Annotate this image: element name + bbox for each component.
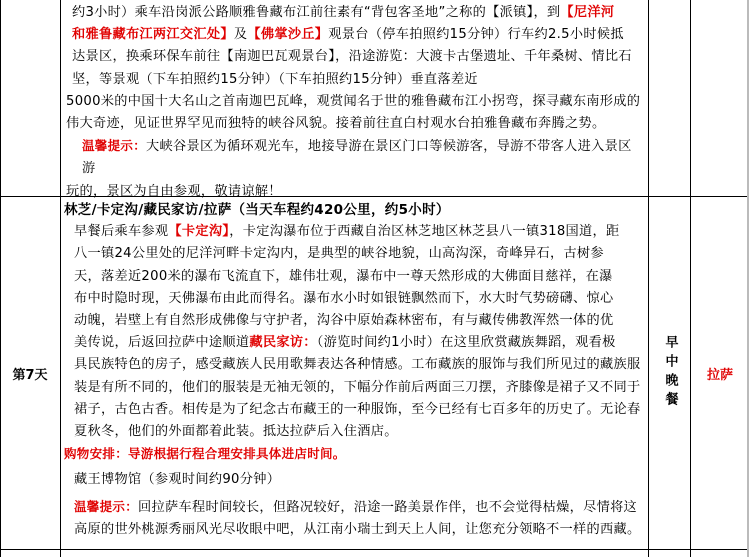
- day7-description: 林芝/卡定沟/藏民家访/拉萨（当天车程约420公里，约5小时） 早餐后乘车参观【卡定沟】，卡定沟瀑布位于西藏自治区林芝地区林芝县八一镇318国道，距 八一镇24公里处的尼洋河畔卡定沟内，是典型的峡谷地貌，山高沟深，奇峰异石，古树参 天，落差近200米的瀑布飞流直下，雄伟壮观，瀑布中一尊天然形成的大佛面目慈祥，在瀑 布中时隐时现，天佛瀑布由此而得名。瀑布水小时如银链飘然而下，水大时气势磅礴、惊心 动魄，岩壁上有自然形成佛像与守护者，沟谷中原始森林密布，有与藏传佛教浑然一体的优 美传说，后返回拉萨中途顺道藏民家访：（游览时间约1小时）在这里欣赏藏族舞蹈，观看极 具民族特色的房子，感受藏族人民用歌舞表达各种情感。工布藏族的服饰与我们所见过的藏族服 装是有所不同的，他们的服装是无袖无领的，下幅分作前后两面三刀摆，齐膝像是裙子又不同于 裙子，古色古香。相传是为了纪念古布藏王的一种服饰，至今已经有七百多年的历史了。无论春 夏秋冬，他们的外面都着此装。抵达拉萨后入住酒店。 购物安排：导游根据行程合理安排具体进店时间。 藏王博物馆（参观时间约90分钟） 温馨提示：回拉萨车程时间较长，但路况较好，沿途一路美景作伴，也不会觉得枯燥，尽情将这 高原的世外桃源秀丽风光尽收眼中吧，从江南小瑞士到天上人间，让您充分领略不一样的西藏。: [64, 199, 646, 541]
- museum-line: 藏王博物馆（参观时间约90分钟）: [74, 472, 281, 488]
- meals-cell: 早中晚餐: [662, 335, 678, 411]
- tip-label: 温馨提示：: [82, 138, 147, 154]
- hotel-cell: 拉萨: [706, 367, 733, 383]
- tip-label: 温馨提示：: [74, 498, 139, 514]
- column-divider: [60, 0, 61, 557]
- row-divider: [0, 549, 749, 550]
- day-label: 第7天: [12, 367, 48, 383]
- day6-description: 约3小时）乘车沿岗派公路顺雅鲁藏布江前往素有“背包客圣地”之称的【派镇】，到【尼洋河 和雅鲁藏布江两江交汇处】及【佛掌沙丘】观景台（停车拍照约15分钟）行车约2.5小时候抵 达景区，换乘环保车前往【南迦巴瓦观景台】，沿途游览：大渡卡古堡遗址、千年桑树、情比石 坚，等景观（下车拍照约15分钟）（下车拍照约15分钟）垂直落差近 5000米的中国十大名山之首南迦巴瓦峰，观赏闻名于世的雅鲁藏布江小拐弯，探寻藏东南形成的 伟大奇迹，见证世界罕见而独特的峡谷风貌。接着前往直白村观水台拍雅鲁藏布奔腾之势。 温馨提示：大峡谷景区为循环观光车，地接导游在景区门口等候游客，导游不带客人进入景区游 玩的，景区为自由参观，敬请谅解！: [66, 5, 641, 199]
- shopping-note: 购物安排：导游根据行程合理安排具体进店时间。: [64, 446, 346, 462]
- day7-title: 林芝/卡定沟/藏民家访/拉萨（当天车程约420公里，约5小时）: [64, 202, 450, 218]
